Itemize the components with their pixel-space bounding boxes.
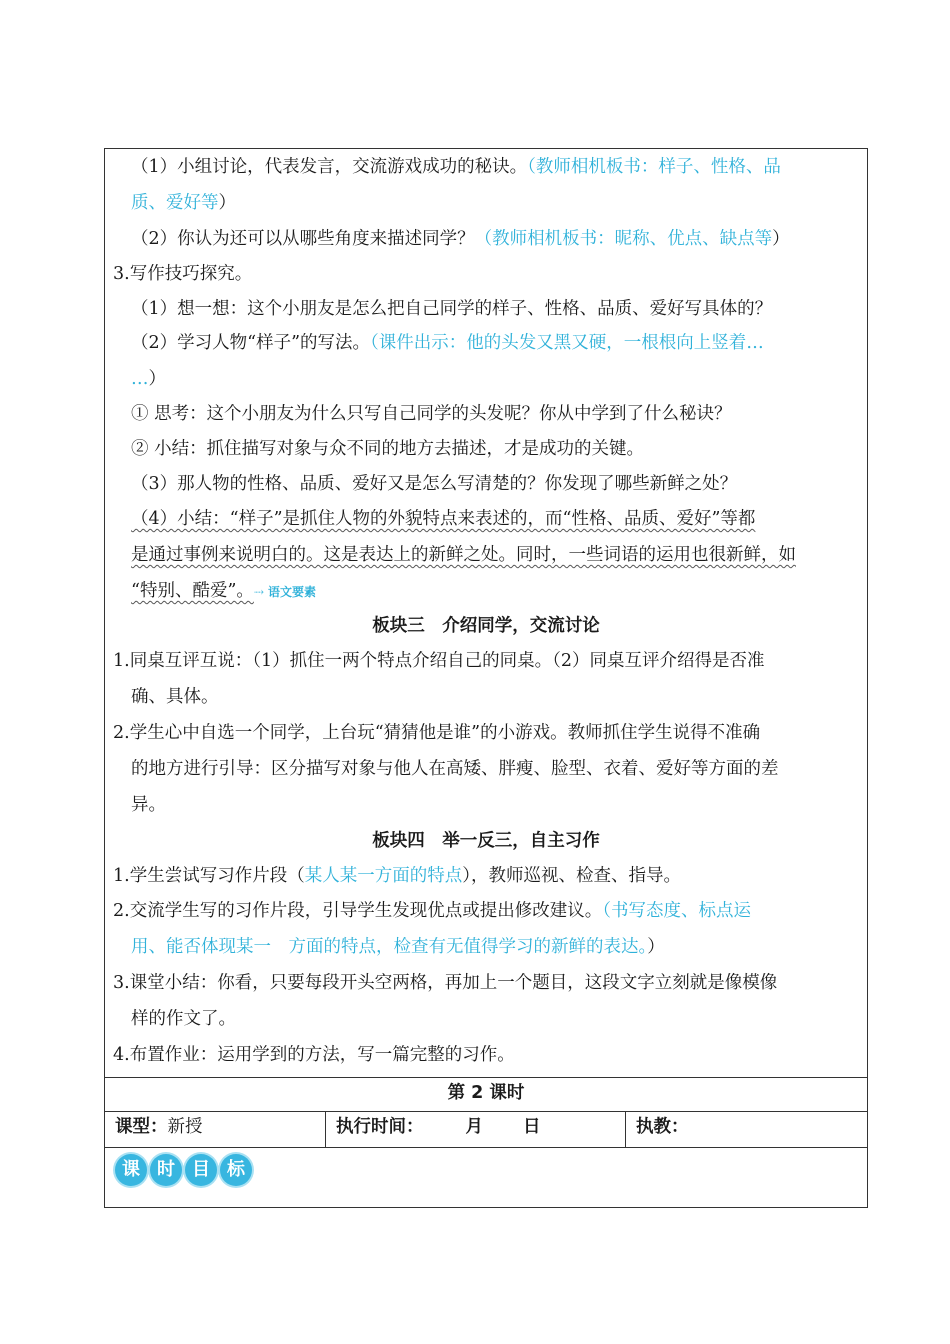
text-line: 2.学生心中自选一个同学，上台玩“猜猜他是谁”的小游戏。教师抓住学生说得不准确 (113, 723, 761, 743)
text: ① 思考：这个小朋友为什么只写自己同学的头发呢？你从中学到了什么秘诀？ (131, 404, 732, 424)
text-line (131, 149, 781, 185)
text-line (131, 501, 755, 537)
blue-note: 用、能否体现某一 方面的特点，检查有无值得学习的新鲜的表达。 (131, 937, 648, 957)
text-line (113, 256, 252, 292)
text-line: 异。 (131, 795, 166, 815)
text-line (113, 858, 681, 894)
blue-note: 某人某一方面的特点 (304, 866, 463, 886)
text-line: 样的作文了。 (131, 1009, 236, 1029)
lesson-objectives-badge (115, 1154, 252, 1186)
objectives-row (105, 1147, 867, 1207)
blue-note: 质、爱好等 (131, 193, 219, 213)
section-heading: 板块三 介绍同学，交流讨论 (372, 616, 600, 636)
text-line (131, 431, 644, 467)
lesson-title: 第 2 课时 (447, 1083, 525, 1103)
text: 是通过事例来说明白的。这是表达上的新鲜之处。同时，一些词语的运用也很新鲜，如 (131, 545, 796, 565)
text: （2）你认为还可以从哪些角度来描述同学？ (131, 229, 475, 249)
text: ） (218, 193, 236, 213)
text-line (131, 325, 764, 361)
text-line (131, 929, 665, 965)
arrow-icon: ⤑ (253, 585, 264, 599)
time-label: 执行时间： (336, 1117, 424, 1137)
text-line (131, 291, 772, 327)
text-line (131, 466, 737, 502)
text: ） (647, 937, 665, 957)
badge-char: 标 (220, 1154, 252, 1186)
time-cell (325, 1112, 625, 1147)
text: ） (148, 369, 166, 389)
text-line (131, 573, 316, 609)
lesson-content (105, 149, 867, 1077)
text: 2.交流学生写的习作片段，引导学生发现优点或提出修改建议。 (113, 901, 603, 921)
type-cell (105, 1112, 325, 1147)
section-heading: 板块四 举一反三，自主习作 (372, 831, 600, 851)
text: “特别、酷爱”。 (131, 581, 254, 601)
text: （2）学习人物“样子”的写法。 (131, 333, 371, 353)
teacher-cell (625, 1112, 867, 1147)
type-value: 新授 (167, 1117, 203, 1137)
key-element-tag: 语文要素 (267, 585, 316, 599)
blue-note: （教师相机板书：昵称、优点、缺点等 (474, 229, 773, 249)
text: （4）小结：“样子”是抓住人物的外貌特点来表述的，而“性格、品质、爱好”等都 (131, 509, 756, 529)
badge-char: 课 (115, 1154, 147, 1186)
blue-note: … (131, 369, 149, 389)
text-line: 确、具体。 (131, 687, 219, 707)
text: （3）那人物的性格、品质、爱好又是怎么写清楚的？你发现了哪些新鲜之处？ (131, 474, 738, 494)
text: ② 小结：抓住描写对象与众不同的地方去描述，才是成功的关键。 (131, 439, 645, 459)
text: （1）想一想：这个小朋友是怎么把自己同学的样子、性格、品质、爱好写具体的？ (131, 299, 773, 319)
text-line: 1.同桌互评互说：（1）抓住一两个特点介绍自己的同桌。（2）同桌互评介绍得是否准 (113, 651, 765, 671)
teacher-label: 执教： (636, 1117, 689, 1137)
text-line (113, 893, 751, 929)
text-line (131, 396, 732, 432)
text: （1）小组讨论，代表发言，交流游戏成功的秘诀。 (131, 157, 528, 177)
text: 3.写作技巧探究。 (113, 264, 253, 284)
text-line (131, 221, 790, 257)
text-line (131, 361, 166, 397)
badge-char: 时 (150, 1154, 182, 1186)
badge-char: 目 (185, 1154, 217, 1186)
blue-note: （课件出示：他的头发又黑又硬，一根根向上竖着… (370, 333, 764, 353)
text: ） (772, 229, 790, 249)
type-label: 课型： (115, 1117, 168, 1137)
text-line (131, 185, 236, 221)
text: ），教师巡视、检查、指导。 (462, 866, 681, 886)
text-line: 3.课堂小结：你看，只要每段开头空两格，再加上一个题目，这段文字立刻就是像模像 (113, 973, 778, 993)
lesson-info-row (105, 1111, 867, 1147)
text-line (131, 537, 796, 573)
month-label: 月 (465, 1117, 483, 1137)
blue-note: （教师相机板书：样子、性格、品 (527, 157, 781, 177)
lesson-title-row (105, 1077, 867, 1111)
day-label: 日 (523, 1117, 541, 1137)
text-line: 的地方进行引导：区分描写对象与他人在高矮、胖瘦、脸型、衣着、爱好等方面的差 (131, 759, 779, 779)
text: 1.学生尝试写习作片段（ (113, 866, 305, 886)
lesson-plan-table (104, 148, 868, 1208)
text-line: 4.布置作业：运用学到的方法，写一篇完整的习作。 (113, 1045, 515, 1065)
blue-note: （书写态度、标点运 (602, 901, 751, 921)
